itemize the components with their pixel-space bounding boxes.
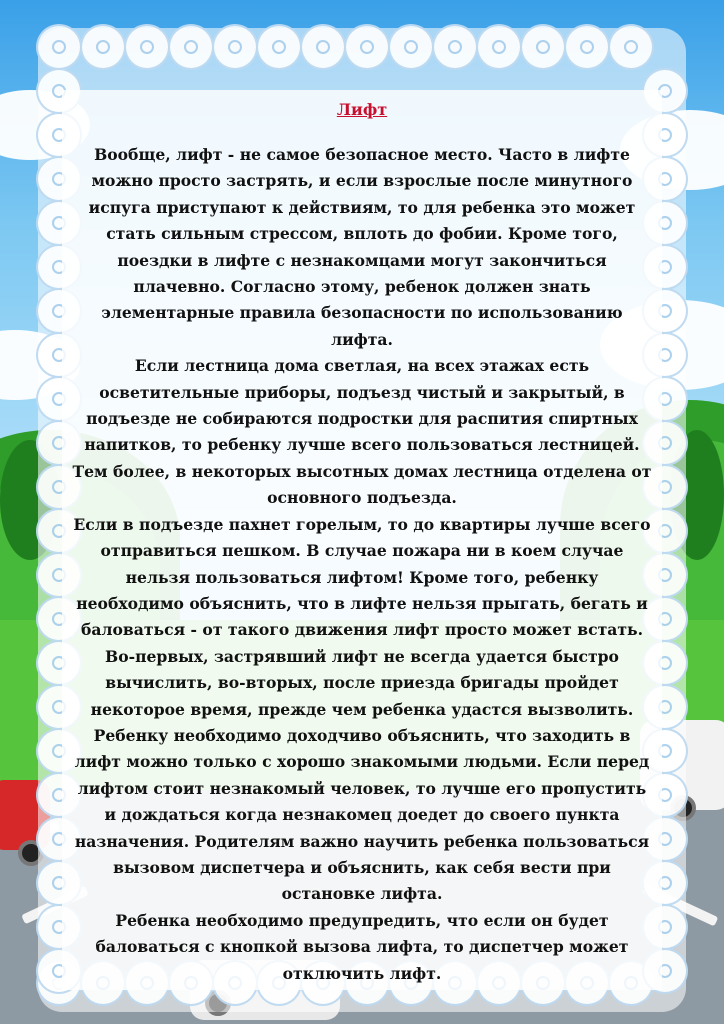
paragraph: Вообще, лифт - не самое безопасное место. Часто в лифте можно просто застрять, и если взрослые после минутного испуга приступают к действиям, то для ребенка это может стать сильным стрессом, вплоть до фобии. Кроме того, поездки в лифте с незнакомцами могут закончиться плачевно. Согласно этому, ребенок должен знать элементарные правила безопасности по использованию лифта. (88, 145, 636, 349)
document-body (70, 142, 654, 987)
lace-scallop (432, 24, 478, 70)
paragraph: Ребенка необходимо предупредить, что если он будет баловаться с кнопкой вызова лифта, то диспетчер может отключить лифт. (95, 910, 629, 983)
lace-scallop (300, 24, 346, 70)
lace-scallop (388, 24, 434, 70)
lace-scallop (124, 24, 170, 70)
lace-scallop (476, 24, 522, 70)
lace-scallop (608, 24, 654, 70)
paragraph: Если лестница дома светлая, на всех этажах есть осветительные приборы, подъезд чистый и закрытый, в подъезде не собираются подростки для распития спиртных напитков, то ребенку лучше всего пользоваться лестницей. Тем более, в некоторых высотных домах лестница отделена от основного подъезда. (72, 356, 652, 508)
paragraph: Если в подъезде пахнет горелым, то до квартиры лучше всего отправиться пешком. В случае пожара ни в коем случае нельзя пользоваться лифтом! Кроме того, ребенку необходимо объяснить, что в лифте нельзя прыгать, бегать и баловаться - от такого движения лифт просто может встать. Во-первых, застрявший лифт не всегда удается быстро вычислить, во-вторых, после приезда бригады пройдет некоторое время, прежде чем ребенка удастся вызволить. (73, 514, 651, 719)
lace-scallop (256, 24, 302, 70)
lace-scallop (168, 24, 214, 70)
lace-scallop (520, 24, 566, 70)
lace-scallop (36, 24, 82, 70)
lace-scallop (212, 24, 258, 70)
document-title: Лифт (336, 100, 388, 119)
paragraph: Ребенку необходимо доходчиво объяснить, что заходить в лифт можно только с хорошо знакомыми людьми. Если перед лифтом стоит незнакомый человек, то лучше его пропустить и дождаться когда незнакомец доедет до своего пункта назначения. Родителям важно научить ребенка пользоваться вызовом диспетчера и объяснить, как себя вести при остановке лифта. (74, 725, 650, 904)
lace-scallop (80, 24, 126, 70)
lace-scallop (344, 24, 390, 70)
lace-scallop (564, 24, 610, 70)
